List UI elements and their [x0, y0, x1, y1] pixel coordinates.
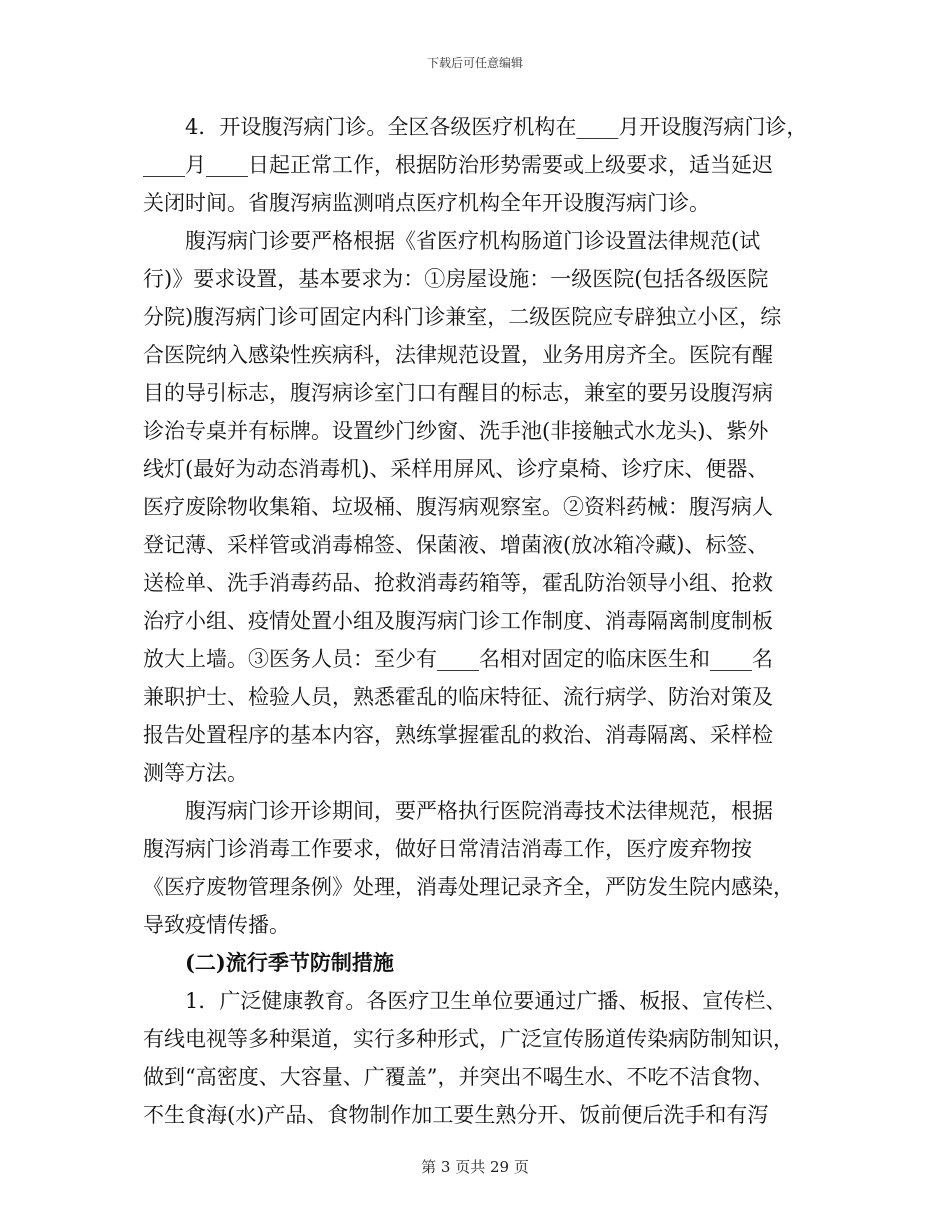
- text-line: 登记薄、采样管或消毒棉签、保菌液、增菌液(放冰箱冷藏)、标签、: [143, 533, 769, 557]
- text-line: 送检单、洗手消毒药品、抢救消毒药箱等，霍乱防治领导小组、抢救: [143, 571, 773, 595]
- text-line: 腹泻病门诊消毒工作要求，做好日常清洁消毒工作，医疗废弃物按: [143, 837, 752, 861]
- text-line: 测等方法。: [143, 761, 248, 785]
- text-line: 关闭时间。省腹泻病监测哨点医疗机构全年开设腹泻病门诊。: [143, 191, 710, 215]
- text-line: 腹泻病门诊要严格根据《省医疗机构肠道门诊设置法律规范(试: [185, 229, 761, 253]
- text-line: 分院)腹泻病门诊可固定内科门诊兼室，二级医院应专辟独立小区，综: [143, 305, 782, 329]
- document-body: [143, 108, 809, 1134]
- text-line: 做到“高密度、大容量、广覆盖”，并突出不喝生水、不吃不洁食物、: [143, 1065, 774, 1089]
- text-line: 诊治专桌并有标牌。设置纱门纱窗、洗手池(非接触式水龙头)、紫外: [143, 419, 769, 443]
- text-line: 4．开设腹泻病门诊。全区各级医疗机构在____月开设腹泻病门诊，: [185, 115, 808, 139]
- text-line: ____月____日起正常工作，根据防治形势需要或上级要求，适当延迟: [143, 153, 773, 177]
- section-heading: (二)流行季节防制措施: [185, 950, 394, 975]
- text-line: 合医院纳入感染性疾病科，法律规范设置，业务用房齐全。医院有醒: [143, 343, 773, 367]
- text-line: 有线电视等多种渠道，实行多种形式，广泛宣传肠道传染病防制知识，: [143, 1027, 794, 1051]
- text-line: 行)》要求设置，基本要求为：①房屋设施：一级医院(包括各级医院: [143, 267, 769, 291]
- text-line: 兼职护士、检验人员，熟悉霍乱的临床特征、流行病学、防治对策及: [143, 685, 773, 709]
- text-line: 导致疫情传播。: [143, 913, 290, 937]
- text-line: 《医疗废物管理条例》处理，消毒处理记录齐全，严防发生院内感染，: [143, 875, 794, 899]
- text-line: 医疗废除物收集箱、垃圾桶、腹泻病观察室。②资料药械：腹泻病人: [143, 495, 773, 519]
- text-line: 放大上墙。③医务人员：至少有____名相对固定的临床医生和____名: [143, 647, 773, 671]
- text-line: 腹泻病门诊开诊期间，要严格执行医院消毒技术法律规范，根据: [185, 799, 773, 823]
- text-line: 治疗小组、疫情处置小组及腹泻病门诊工作制度、消毒隔离制度制板: [143, 609, 773, 633]
- page-footer: 第 3 页共 29 页: [421, 1158, 529, 1176]
- text-line: 目的导引标志，腹泻病诊室门口有醒目的标志，兼室的要另设腹泻病: [143, 381, 773, 405]
- text-line: 不生食海(水)产品、食物制作加工要生熟分开、饭前便后洗手和有泻: [143, 1103, 769, 1127]
- page-header: 下载后可任意编辑: [426, 56, 523, 70]
- text-line: 线灯(最好为动态消毒机)、采样用屏风、诊疗桌椅、诊疗床、便器、: [143, 457, 769, 481]
- text-line: 报告处置程序的基本内容，熟练掌握霍乱的救治、消毒隔离、采样检: [143, 723, 773, 747]
- text-line: 1．广泛健康教育。各医疗卫生单位要通过广播、板报、宣传栏、: [185, 989, 787, 1013]
